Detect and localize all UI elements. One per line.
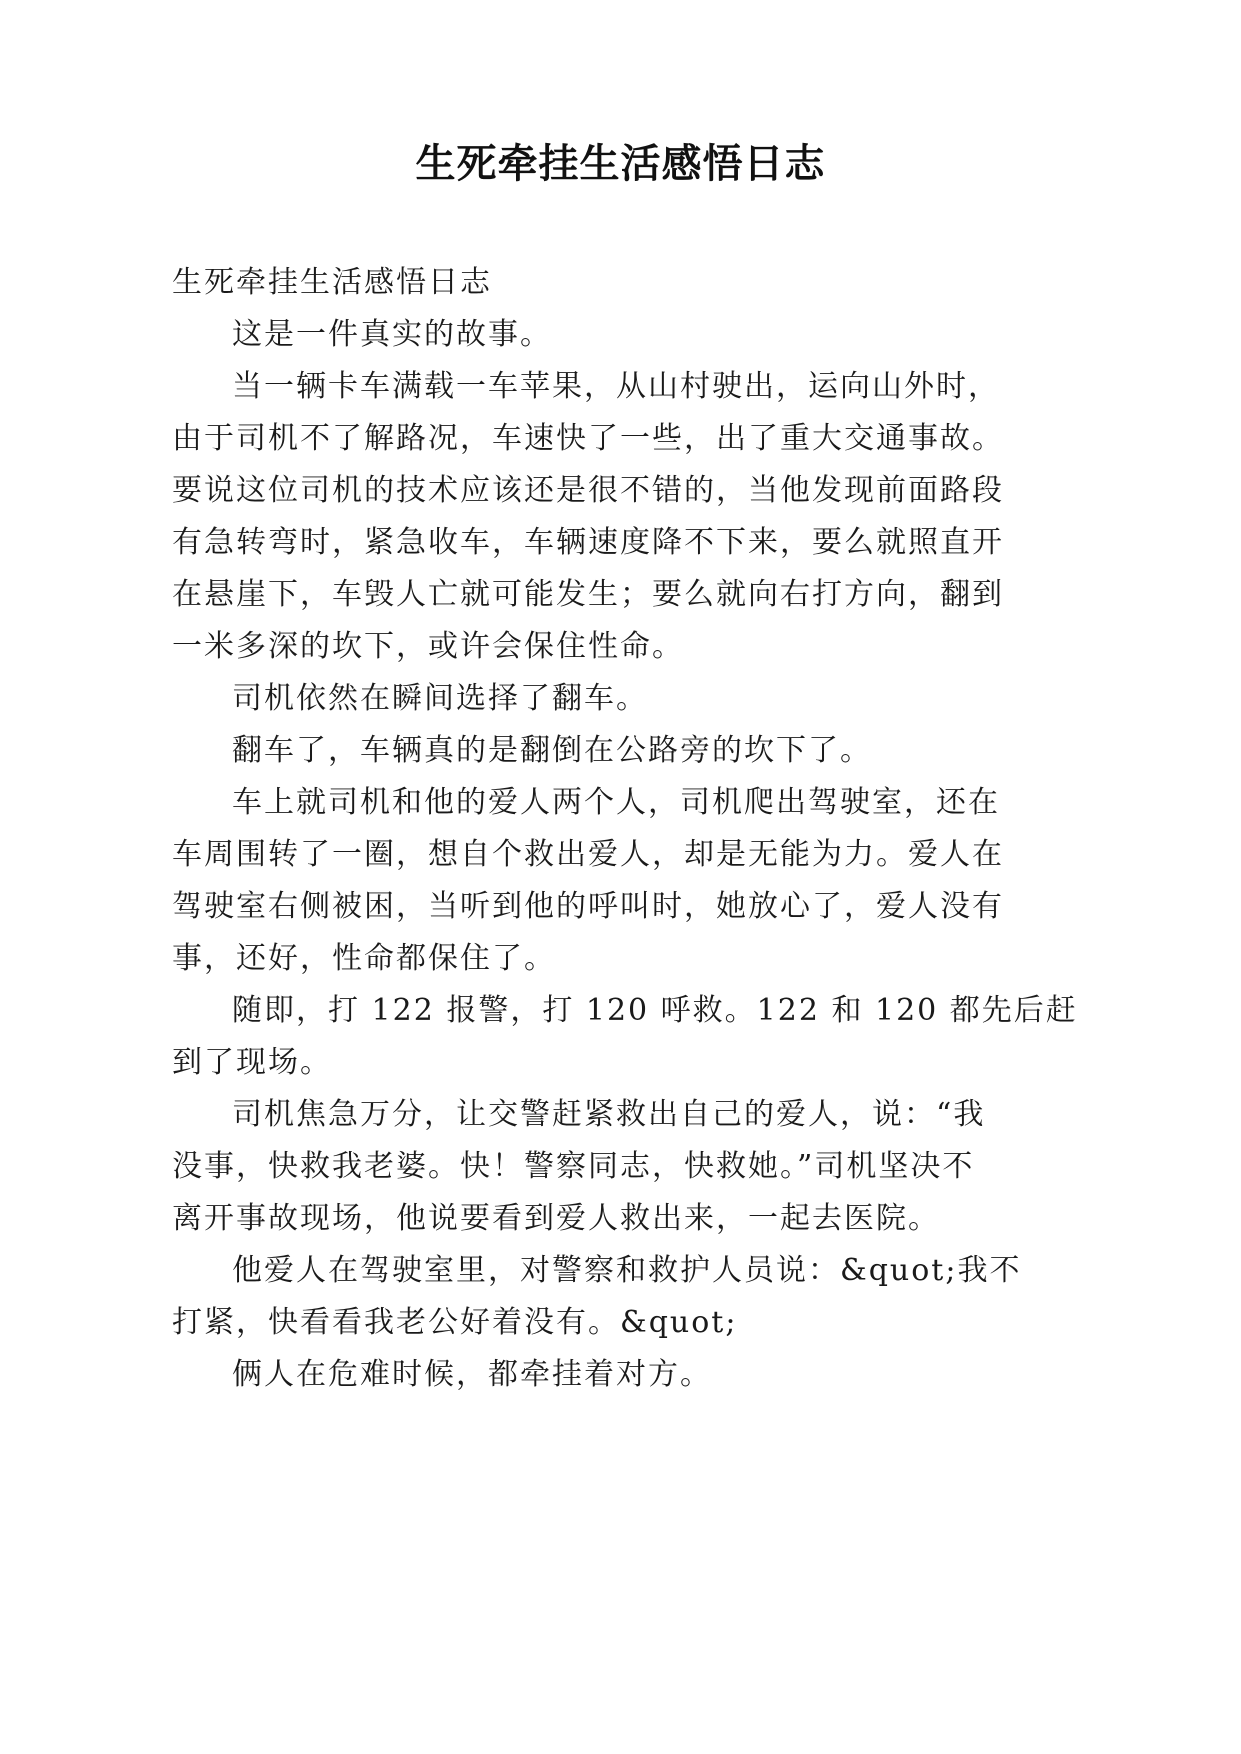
paragraph-line: 事，还好，性命都保住了。 [172, 941, 556, 976]
paragraph [172, 1349, 1132, 1401]
document-title: 生死牵挂生活感悟日志 [415, 141, 826, 187]
document-body [172, 257, 1132, 1401]
paragraph-line: 随即，打 122 报警，打 120 呼救。122 和 120 都先后赶 [232, 993, 1078, 1028]
paragraph-line: 这是一件真实的故事。 [232, 317, 552, 352]
paragraph [172, 309, 1132, 361]
paragraph [172, 1245, 1132, 1349]
paragraph-line: 有急转弯时，紧急收车，车辆速度降不下来，要么就照直开 [172, 525, 1004, 560]
paragraph [172, 777, 1132, 985]
paragraph-line: 生死牵挂生活感悟日志 [172, 265, 492, 300]
paragraph-line: 到了现场。 [172, 1045, 332, 1080]
paragraph-line: 司机依然在瞬间选择了翻车。 [232, 681, 648, 716]
paragraph-line: 翻车了，车辆真的是翻倒在公路旁的坎下了。 [232, 733, 872, 768]
paragraph [172, 985, 1132, 1089]
paragraph-line: 由于司机不了解路况，车速快了一些，出了重大交通事故。 [172, 421, 1004, 456]
paragraph [172, 361, 1132, 673]
paragraph-line: 驾驶室右侧被困，当听到他的呼叫时，她放心了，爱人没有 [172, 889, 1004, 924]
paragraph-line: 打紧，快看看我老公好着没有。&quot; [172, 1305, 738, 1340]
paragraph-line: 司机焦急万分，让交警赶紧救出自己的爱人，说：“我 [232, 1097, 986, 1132]
paragraph-line: 没事，快救我老婆。快！警察同志，快救她。”司机坚决不 [172, 1149, 975, 1184]
paragraph [172, 673, 1132, 725]
paragraph-line: 离开事故现场，他说要看到爱人救出来，一起去医院。 [172, 1201, 940, 1236]
paragraph-line: 车周围转了一圈，想自个救出爱人，却是无能为力。爱人在 [172, 837, 1004, 872]
paragraph [172, 725, 1132, 777]
paragraph [172, 1089, 1132, 1245]
paragraph-line: 要说这位司机的技术应该还是很不错的，当他发现前面路段 [172, 473, 1004, 508]
paragraph-line: 当一辆卡车满载一车苹果，从山村驶出，运向山外时， [232, 369, 1000, 404]
paragraph [172, 257, 1132, 309]
paragraph-line: 俩人在危难时候，都牵挂着对方。 [232, 1357, 712, 1392]
paragraph-line: 一米多深的坎下，或许会保住性命。 [172, 629, 684, 664]
paragraph-line: 他爱人在驾驶室里，对警察和救护人员说：&quot;我不 [232, 1253, 1022, 1288]
paragraph-line: 在悬崖下，车毁人亡就可能发生；要么就向右打方向，翻到 [172, 577, 1004, 612]
paragraph-line: 车上就司机和他的爱人两个人，司机爬出驾驶室，还在 [232, 785, 1000, 820]
